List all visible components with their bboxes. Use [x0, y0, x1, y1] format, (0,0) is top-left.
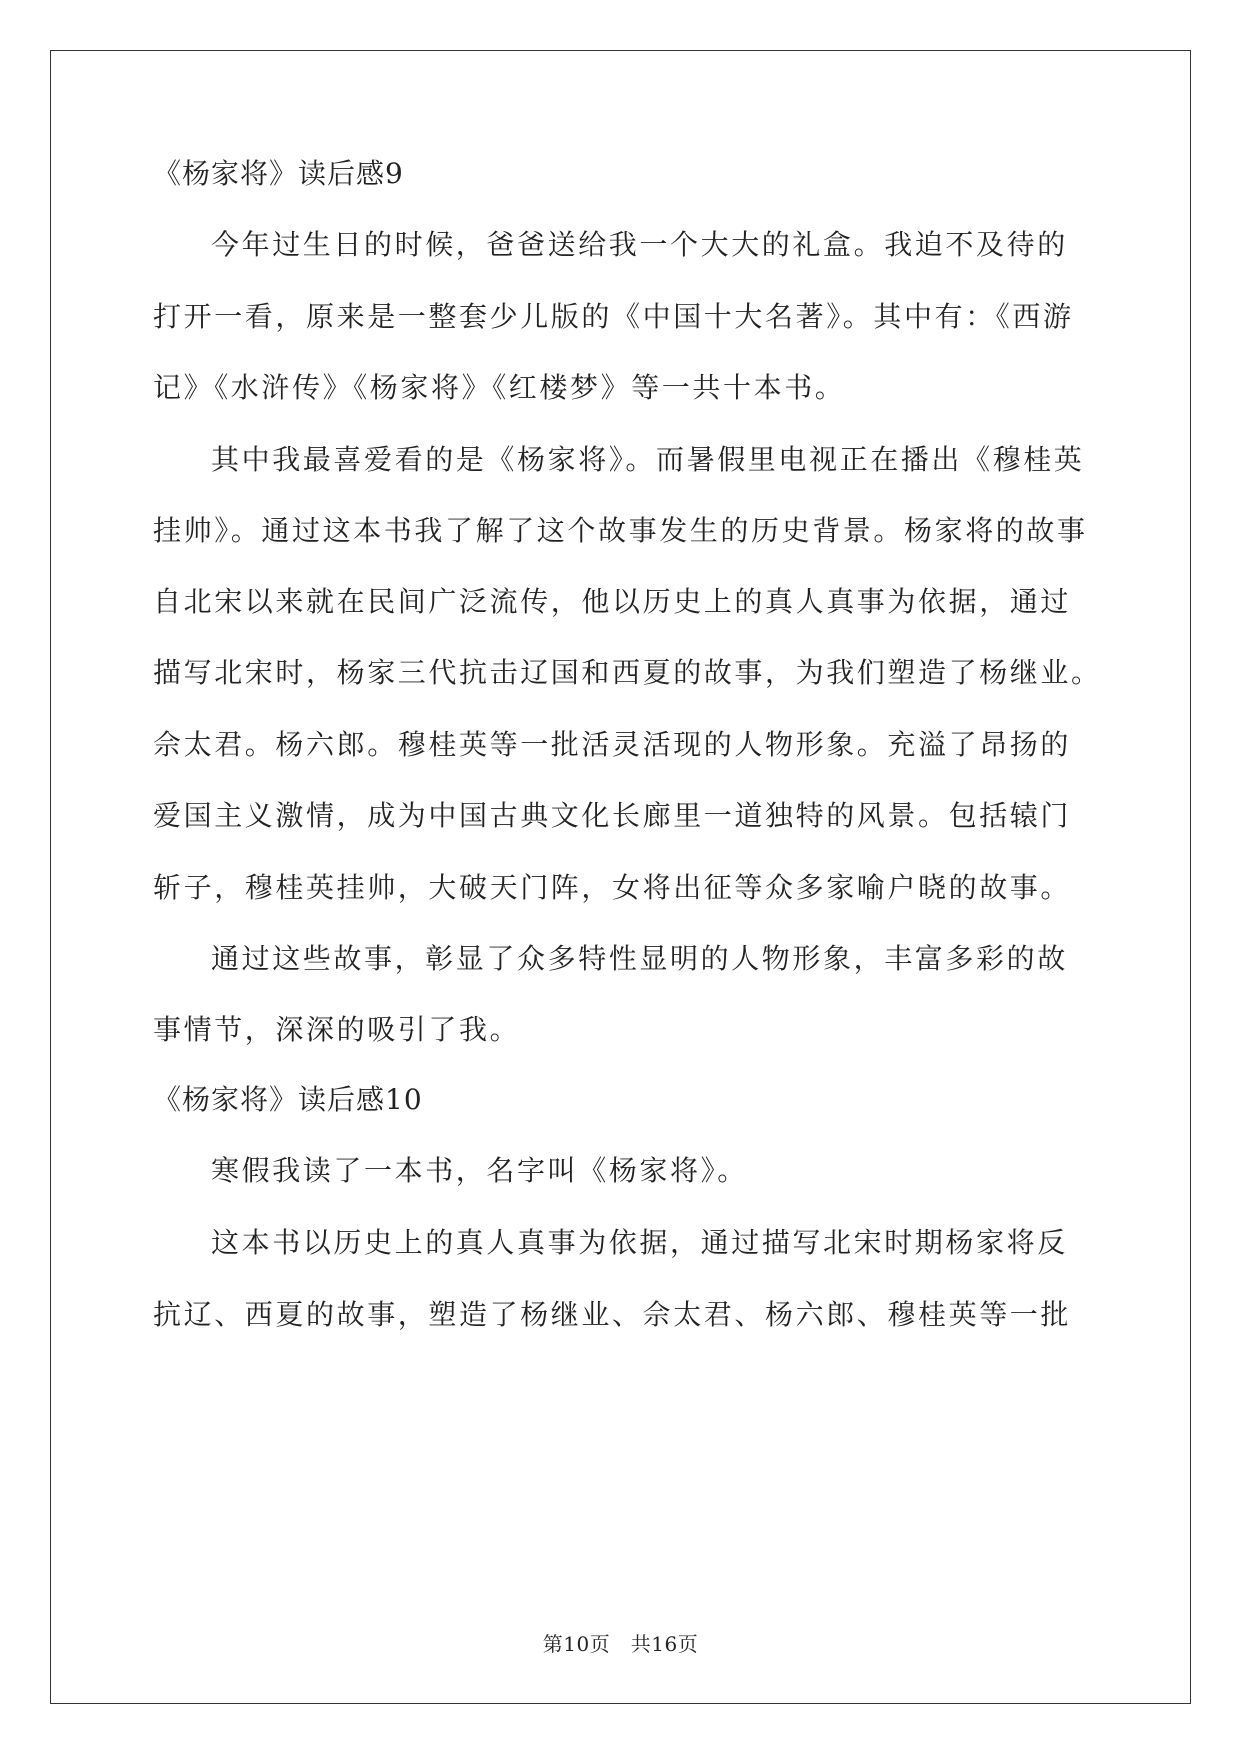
paragraph-line: 记》《水浒传》《杨家将》《红楼梦》等一共十本书。 — [153, 371, 846, 404]
paragraph-line: 寒假我读了一本书，名字叫《杨家将》。 — [211, 1154, 748, 1187]
paragraph-line: 爱国主义激情，成为中国古典文化长廊里一道独特的风景。包括辕门 — [153, 799, 1072, 832]
paragraph-line: 其中我最喜爱看的是《杨家将》。而暑假里电视正在播出《穆桂英 — [211, 443, 1085, 476]
page-total: 共16页 — [630, 1632, 699, 1656]
page-footer — [0, 1630, 1241, 1658]
paragraph-line: 通过这些故事，彰显了众多特性显明的人物形象，丰富多彩的故 — [211, 942, 1068, 975]
paragraph-line: 斩子，穆桂英挂帅，大破天门阵，女将出征等众多家喻户晓的故事。 — [153, 871, 1072, 904]
paragraph-line: 描写北宋时，杨家三代抗击辽国和西夏的故事，为我们塑造了杨继业。 — [153, 656, 1102, 689]
paragraph-line: 这本书以历史上的真人真事为依据，通过描写北宋时期杨家将反 — [211, 1226, 1068, 1259]
paragraph-line: 佘太君。杨六郎。穆桂英等一批活灵活现的人物形象。充溢了昂扬的 — [153, 728, 1072, 761]
paragraph-line: 挂帅》。通过这本书我了解了这个故事发生的历史背景。杨家将的故事 — [153, 514, 1088, 547]
paragraph-line: 打开一看，原来是一整套少儿版的《中国十大名著》。其中有：《西游 — [153, 300, 1074, 333]
section-heading: 《杨家将》读后感9 — [153, 157, 404, 190]
paragraph-line: 今年过生日的时候，爸爸送给我一个大大的礼盒。我迫不及待的 — [211, 228, 1068, 261]
paragraph-line: 事情节，深深的吸引了我。 — [153, 1013, 521, 1046]
page-number: 第10页 — [542, 1632, 611, 1656]
section-heading: 《杨家将》读后感10 — [153, 1083, 423, 1116]
paragraph-line: 抗辽、西夏的故事，塑造了杨继业、佘太君、杨六郎、穆桂英等一批 — [153, 1298, 1072, 1331]
paragraph-line: 自北宋以来就在民间广泛流传，他以历史上的真人真事为依据，通过 — [153, 585, 1072, 618]
